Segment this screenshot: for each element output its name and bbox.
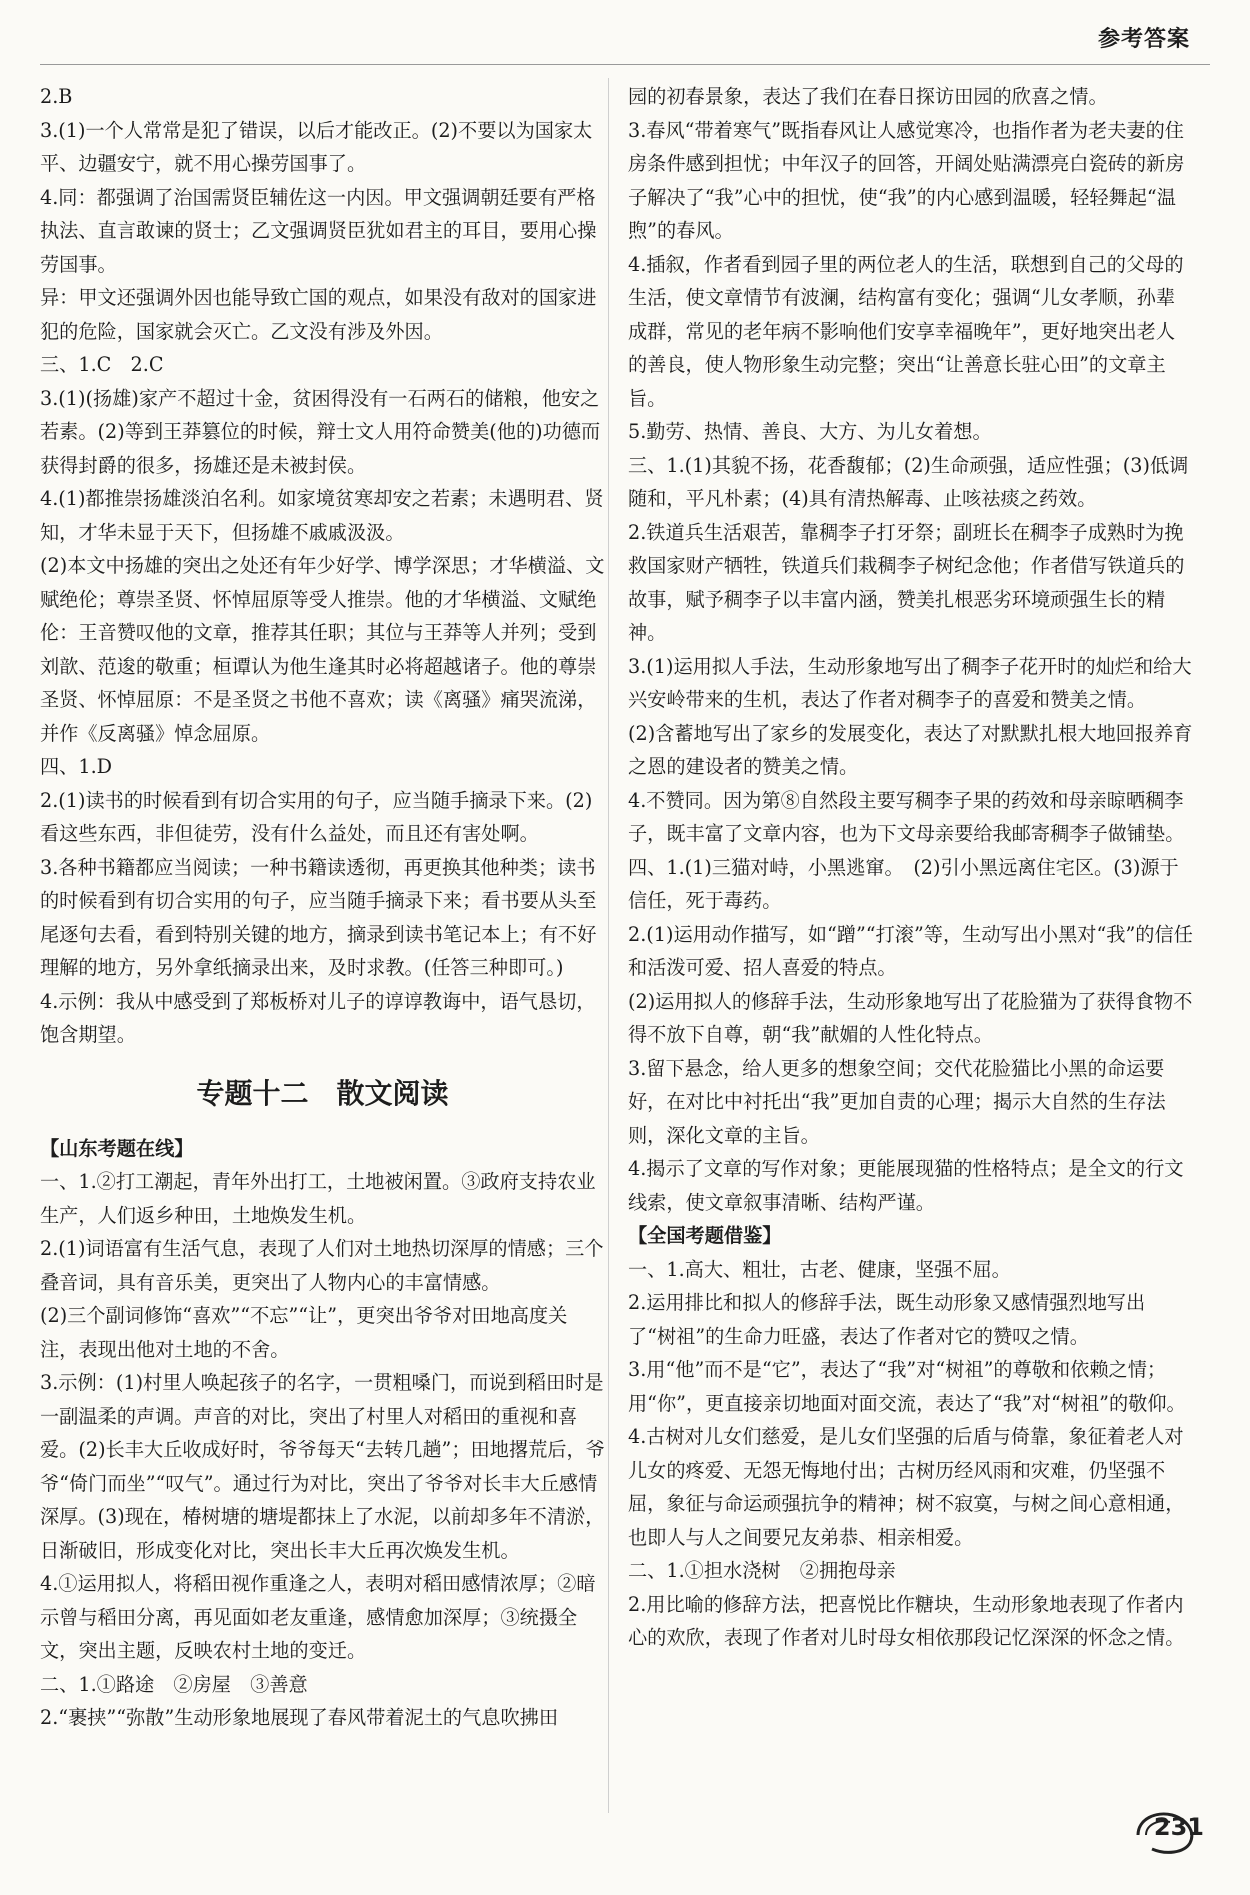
section-tag-national: 【全国考题借鉴】 [628, 1224, 782, 1247]
answer-paragraph: 园的初春景象，表达了我们在春日探访田园的欣喜之情。 [628, 85, 1108, 108]
answer-paragraph: 2.(1)读书的时候看到有切合实用的句子，应当随手摘录下来。(2)看这些东西，非但徒劳，没有什么益处，而且还有害处啊。 [40, 788, 593, 845]
left-column-before [40, 80, 605, 1052]
header-rule [40, 64, 1210, 65]
right-column [628, 80, 1193, 1655]
answer-paragraph: 3.(1)运用拟人手法，生动形象地写出了稠李子花开时的灿烂和给大兴安岭带来的生机，表达了作者对稠李子的喜爱和赞美之情。 [628, 654, 1192, 711]
page-number: 231 [1153, 1813, 1204, 1841]
answer-paragraph: 2.(1)运用动作描写，如“蹭”“打滚”等，生动写出小黑对“我”的信任和活泼可爱、招人喜爱的特点。 [628, 922, 1193, 979]
answer-paragraph: 三、1.(1)其貌不扬，花香馥郁；(2)生命顽强，适应性强；(3)低调随和，平凡朴素；(4)具有清热解毒、止咳祛痰之药效。 [628, 453, 1189, 510]
answer-paragraph: 四、1.(1)三猫对峙，小黑逃窜。 (2)引小黑远离住宅区。(3)源于信任，死于毒药。 [628, 855, 1179, 912]
left-column [40, 80, 605, 1735]
right-column-after [628, 1253, 1193, 1655]
section-tag-shandong: 【山东考题在线】 [40, 1136, 194, 1160]
answer-paragraph: 3.春风“带着寒气”既指春风让人感觉寒冷，也指作者为老夫妻的住房条件感到担忧；中年汉子的回答，开阔处贴满漂亮白瓷砖的新房子解决了“我”心中的担忧，使“我”的内心感到温暖，轻轻舞起“温煦”的春风。 [628, 118, 1185, 242]
page-badge [1126, 1805, 1212, 1857]
answer-paragraph: 2.B [40, 85, 73, 108]
answer-paragraph: 4.①运用拟人，将稻田视作重逢之人，表明对稻田感情浓厚；②暗示曾与稻田分离，再见面如老友重逢，感情愈加深厚；③统摄全文，突出主题，反映农村土地的变迁。 [40, 1572, 596, 1662]
answer-paragraph: 4.古树对儿女们慈爱，是儿女们坚强的后盾与倚靠，象征着老人对儿女的疼爱、无怨无悔地付出；古树历经风雨和灾难，仍坚强不屈，象征与命运顽强抗争的精神；树不寂寞，与树之间心意相通，也即人与人之间要兄友弟恭、相亲相爱。 [628, 1425, 1185, 1549]
answer-paragraph: (2)含蓄地写出了家乡的发展变化，表达了对默默扎根大地回报养育之恩的建设者的赞美之情。 [628, 721, 1193, 778]
answer-paragraph: 三、1.C 2.C [40, 353, 164, 376]
answer-paragraph: 4.示例：我从中感受到了郑板桥对儿子的谆谆教诲中，语气恳切，饱含期望。 [40, 989, 596, 1046]
answer-paragraph: 二、1.①路途 ②房屋 ③善意 [40, 1672, 308, 1696]
section-title: 专题十二 散文阅读 [196, 1076, 449, 1110]
answer-paragraph: 3.用“他”而不是“它”，表达了“我”对“树祖”的尊敬和依赖之情；用“你”，更直接亲切地面对面交流，表达了“我”对“树祖”的敬仰。 [628, 1358, 1186, 1415]
answer-paragraph: 2.“裹挟”“弥散”生动形象地展现了春风带着泥土的气息吹拂田 [40, 1706, 559, 1729]
right-column-before [628, 80, 1193, 1219]
answer-paragraph: 4.(1)都推崇扬雄淡泊名利。如家境贫寒却安之若素；未遇明君、贤知，才华未显于天下，但扬雄不戚戚汲汲。 [40, 487, 604, 544]
column-divider [608, 78, 609, 1813]
answer-paragraph: 2.铁道兵生活艰苦，靠稠李子打牙祭；副班长在稠李子成熟时为挽救国家财产牺牲，铁道兵们栽稠李子树纪念他；作者借写铁道兵的故事，赋予稠李子以丰富内涵，赞美扎根恶劣环境顽强生长的精神。 [628, 520, 1185, 644]
answer-paragraph: 一、1.高大、粗壮，古老、健康，坚强不屈。 [628, 1257, 1011, 1281]
answer-paragraph: 4.插叙，作者看到园子里的两位老人的生活，联想到自己的父母的生活，使文章情节有波澜，结构富有变化；强调“儿女孝顺，孙辈成群，常见的老年病不影响他们安享幸福晚年”，更好地突出老人的善良，使人物形象生动完整；突出“让善意长驻心田”的文章主旨。 [628, 252, 1184, 410]
answer-paragraph: 四、1.D [40, 755, 113, 778]
answer-paragraph: 3.示例：(1)村里人唤起孩子的名字，一贯粗嗓门，而说到稻田时是一副温柔的声调。声音的对比，突出了村里人对稻田的重视和喜爱。(2)长丰大丘收成好时，爷爷每天“去转几趟”；田地撂荒后，爷爷“倚门而坐”“叹气”。通过行为对比，突出了爷爷对长丰大丘感情深厚。(3)现在，椿树塘的塘堤都抹上了水泥，以前却多年不清淤，日渐破旧，形成变化对比，突出长丰大丘再次焕发生机。 [40, 1371, 605, 1562]
left-column-after [40, 1165, 605, 1735]
answer-paragraph: 4.揭示了文章的写作对象；更能展现猫的性格特点；是全文的行文线索，使文章叙事清晰、结构严谨。 [628, 1157, 1184, 1214]
answer-paragraph: 2.用比喻的修辞方法，把喜悦比作糖块，生动形象地表现了作者内心的欢欣，表现了作者对儿时母女相依那段记忆深深的怀念之情。 [628, 1592, 1185, 1649]
answer-paragraph: 一、1.②打工潮起，青年外出打工，土地被闲置。③政府支持农业生产，人们返乡种田，土地焕发生机。 [40, 1170, 596, 1227]
answer-paragraph: 4.不赞同。因为第⑧自然段主要写稠李子果的药效和母亲晾晒稠李子，既丰富了文章内容，也为下文母亲要给我邮寄稠李子做铺垫。 [628, 788, 1185, 845]
answer-paragraph: 5.勤劳、热情、善良、大方、为儿女着想。 [628, 420, 992, 443]
answer-paragraph: 异：甲文还强调外因也能导致亡国的观点，如果没有敌对的国家进犯的危险，国家就会灭亡。乙文没有涉及外因。 [40, 286, 597, 343]
answer-paragraph: 2.(1)词语富有生活气息，表现了人们对土地热切深厚的情感；三个叠音词，具有音乐美，更突出了人物内心的丰富情感。 [40, 1237, 604, 1294]
answer-paragraph: 3.留下悬念，给人更多的想象空间；交代花脸猫比小黑的命运要好，在对比中衬托出“我”更加自责的心理；揭示大自然的生存法则，深化文章的主旨。 [628, 1056, 1166, 1147]
answer-paragraph: (2)三个副词修饰“喜欢”“不忘”“让”，更突出爷爷对田地高度关注，表现出他对土地的不舍。 [40, 1304, 568, 1361]
answer-paragraph: 2.运用排比和拟人的修辞手法，既生动形象又感情强烈地写出了“树祖”的生命力旺盛，表达了作者对它的赞叹之情。 [628, 1291, 1146, 1348]
answer-paragraph: 3.各种书籍都应当阅读；一种书籍读透彻，再更换其他种类；读书的时候看到有切合实用的句子，应当随手摘录下来；看书要从头至尾逐句去看，看到特别关键的地方，摘录到读书笔记本上；有不好理解的地方，另外拿纸摘录出来，及时求教。(任答三种即可。) [40, 855, 597, 979]
answer-paragraph: 二、1.①担水浇树 ②拥抱母亲 [628, 1559, 896, 1582]
answer-paragraph: 4.同：都强调了治国需贤臣辅佐这一内因。甲文强调朝廷要有严格执法、直言敢谏的贤士；乙文强调贤臣犹如君主的耳目，要用心操劳国事。 [40, 185, 597, 276]
header-title: 参考答案 [1097, 27, 1190, 52]
answer-paragraph: (2)运用拟人的修辞手法，生动形象地写出了花脸猫为了获得食物不得不放下自尊，朝“我”献媚的人性化特点。 [628, 989, 1193, 1046]
answer-paragraph: 3.(1)(扬雄)家产不超过十金，贫困得没有一石两石的储粮，他安之若素。(2)等到王莽篡位的时候，辩士文人用符命赞美(他的)功德而获得封爵的很多，扬雄还是未被封侯。 [40, 386, 601, 477]
answer-paragraph: (2)本文中扬雄的突出之处还有年少好学、博学深思；才华横溢、文赋绝伦；尊崇圣贤、怀悼屈原等受人推崇。他的才华横溢、文赋绝伦：王音赞叹他的文章，推荐其任职；其位与王莽等人并列；受到刘歆、范逡的敬重；桓谭认为他生逢其时必将超越诸子。他的尊崇圣贤、怀悼屈原：不是圣贤之书他不喜欢；读《离骚》痛哭流涕，并作《反离骚》悼念屈原。 [40, 554, 605, 745]
answer-paragraph: 3.(1)一个人常常是犯了错误，以后才能改正。(2)不要以为国家太平、边疆安宁，就不用心操劳国事了。 [40, 118, 593, 175]
